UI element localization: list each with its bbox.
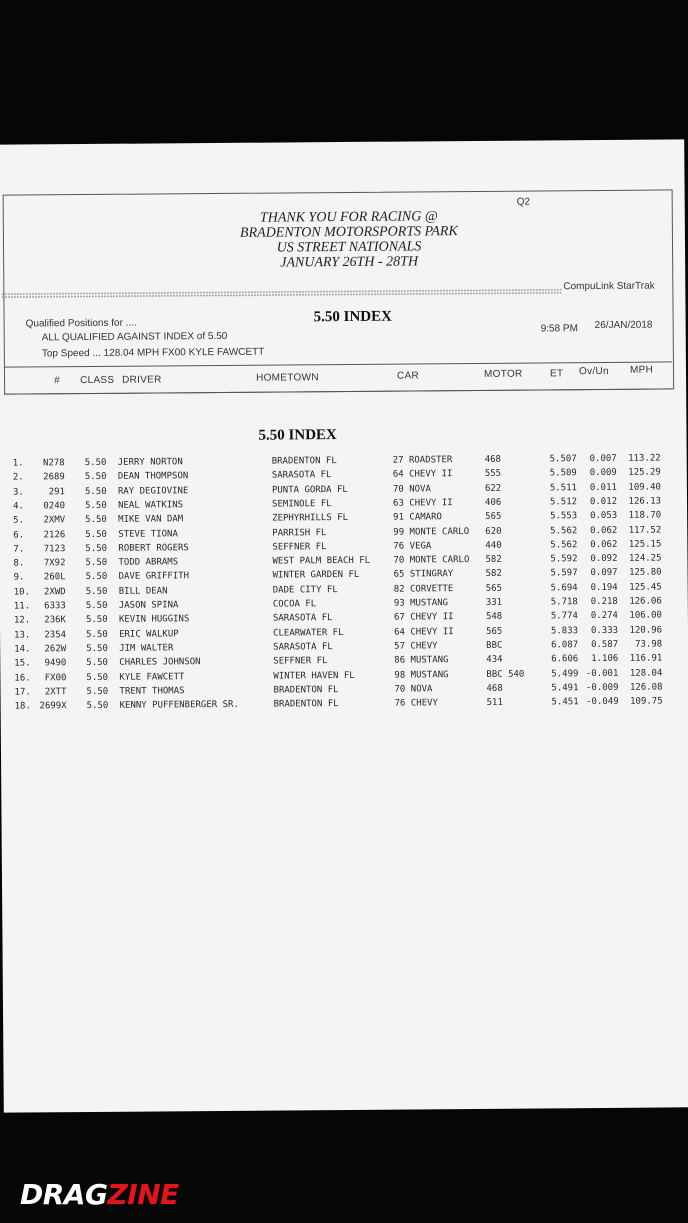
dragzine-logo	[20, 1178, 179, 1211]
position-cell: 16.	[14, 672, 31, 684]
hometown-cell: SEMINOLE FL	[272, 498, 332, 510]
class-cell: 5.50	[85, 600, 108, 612]
et-cell: 5.597	[550, 568, 578, 579]
ov-un-cell: 0.587	[591, 639, 619, 650]
results-sheet	[0, 139, 688, 1112]
mph-cell: 116.91	[629, 653, 663, 664]
mph-cell: 126.08	[629, 682, 663, 693]
motor-cell: 511	[486, 697, 503, 708]
hometown-cell: BRADENTON FL	[273, 699, 339, 710]
car-cell: 65 STINGRAY	[393, 569, 454, 580]
ov-un-cell: 1.106	[591, 654, 619, 665]
ov-un-cell: 0.062	[590, 525, 618, 536]
car-number-cell: 7123	[43, 543, 66, 555]
position-cell: 14.	[14, 644, 31, 655]
hometown-cell: PUNTA GORDA FL	[271, 484, 348, 496]
class-title: 5.50 INDEX	[313, 308, 392, 326]
column-num: #	[54, 375, 60, 387]
class-cell: 5.50	[85, 529, 107, 540]
et-cell: 6.087	[551, 640, 579, 651]
driver-cell: KEVIN HUGGINS	[118, 614, 190, 626]
et-cell: 6.606	[551, 654, 579, 665]
section-title: 5.50 INDEX	[258, 427, 337, 444]
car-number-cell: N278	[42, 458, 65, 469]
ov-un-cell: -0.001	[585, 668, 619, 679]
heading-line: US STREET NATIONALS	[276, 239, 422, 256]
logo-part-zine: ZINE	[107, 1178, 179, 1211]
motor-cell: 468	[484, 454, 502, 465]
hometown-cell: WINTER HAVEN FL	[273, 670, 355, 682]
position-cell: 18.	[14, 701, 31, 712]
driver-cell: ERIC WALKUP	[119, 628, 179, 640]
position-cell: 7.	[13, 544, 25, 555]
class-cell: 5.50	[85, 572, 108, 583]
class-cell: 5.50	[85, 586, 108, 597]
column-header-bar	[4, 361, 672, 394]
logo-part-drag: DRAG	[20, 1178, 108, 1211]
print-date: 26/JAN/2018	[594, 319, 653, 332]
index-line: ALL QUALIFIED AGAINST INDEX of 5.50	[41, 330, 228, 344]
qualified-for-label: Qualified Positions for ....	[25, 317, 137, 330]
ov-un-cell: -0.009	[585, 682, 619, 693]
class-cell: 5.50	[84, 457, 107, 469]
motor-cell: 468	[486, 683, 503, 694]
class-cell: 5.50	[86, 629, 108, 640]
car-cell: 82 CORVETTE	[393, 583, 454, 595]
motor-cell: 622	[484, 483, 502, 494]
et-cell: 5.562	[550, 525, 578, 536]
mph-cell: 109.40	[628, 482, 661, 493]
et-cell: 5.774	[550, 611, 578, 622]
car-cell: 57 CHEVY	[394, 641, 438, 652]
car-number-cell: 6333	[44, 601, 66, 612]
car-number-cell: 2689	[43, 472, 65, 483]
position-cell: 2.	[12, 472, 24, 483]
class-cell: 5.50	[86, 643, 108, 654]
hometown-cell: DADE CITY FL	[272, 584, 338, 596]
et-cell: 5.833	[550, 625, 579, 636]
heading-line: BRADENTON MOTORSPORTS PARK	[239, 224, 458, 241]
driver-cell: CHARLES JOHNSON	[119, 657, 201, 668]
et-cell: 5.511	[549, 482, 577, 493]
motor-cell: 555	[484, 469, 502, 480]
et-cell: 5.512	[549, 497, 578, 508]
class-cell: 5.50	[86, 700, 109, 712]
mph-cell: 120.96	[629, 625, 663, 636]
heading-line: JANUARY 26TH - 28TH	[280, 254, 419, 271]
hometown-cell: ZEPHYRHILLS FL	[272, 513, 349, 524]
motor-cell: 440	[485, 540, 502, 551]
hometown-cell: SARASOTA FL	[271, 470, 332, 481]
position-cell: 11.	[13, 601, 31, 612]
driver-cell: BILL DEAN	[118, 586, 168, 597]
mph-cell: 118.70	[628, 510, 662, 521]
position-cell: 13.	[14, 630, 31, 641]
timing-system-label: CompuLink StarTrak	[563, 280, 655, 293]
column-motor: MOTOR	[483, 368, 523, 380]
motor-cell: BBC 540	[486, 669, 525, 680]
car-number-cell: 9490	[44, 658, 67, 669]
driver-cell: TODD ABRAMS	[118, 557, 179, 568]
car-number-cell: 291	[48, 486, 65, 497]
mph-cell: 128.04	[629, 668, 663, 679]
ov-un-cell: 0.007	[589, 453, 617, 465]
driver-cell: JASON SPINA	[118, 600, 179, 611]
mph-cell: 117.52	[628, 525, 662, 536]
car-number-cell: 2XWD	[43, 586, 66, 598]
car-cell: 98 MUSTANG	[394, 669, 449, 681]
driver-cell: RAY DEGIOVINE	[117, 485, 189, 497]
car-cell: 86 MUSTANG	[394, 655, 449, 666]
class-cell: 5.50	[84, 486, 107, 497]
hometown-cell: COCOA FL	[272, 599, 317, 610]
motor-cell: 620	[485, 526, 502, 537]
car-number-cell: 236K	[44, 615, 66, 626]
ov-un-cell: 0.053	[590, 511, 618, 522]
hometown-cell: SEFFNER FL	[272, 541, 327, 553]
ov-un-cell: -0.049	[586, 696, 619, 708]
mph-cell: 109.75	[630, 696, 663, 707]
driver-cell: DEAN THOMPSON	[117, 471, 189, 483]
position-cell: 3.	[12, 487, 24, 498]
motor-cell: 582	[485, 554, 502, 565]
ov-un-cell: 0.333	[590, 625, 619, 636]
car-cell: 91 CAMARO	[393, 512, 442, 523]
car-number-cell: 2126	[43, 529, 66, 540]
et-cell: 5.509	[549, 468, 577, 479]
column-driver: DRIVER	[122, 374, 162, 386]
hometown-cell: WINTER GARDEN FL	[272, 570, 360, 581]
motor-cell: 565	[486, 626, 503, 637]
ov-un-cell: 0.012	[589, 496, 618, 507]
car-cell: 76 CHEVY	[394, 698, 439, 709]
ov-un-cell: 0.062	[590, 539, 618, 550]
mph-cell: 124.25	[628, 553, 662, 564]
results-table	[0, 453, 687, 712]
position-cell: 9.	[13, 572, 25, 583]
et-cell: 5.507	[549, 454, 577, 465]
hometown-cell: WEST PALM BEACH FL	[272, 555, 371, 567]
mph-cell: 125.29	[628, 467, 661, 479]
car-number-cell: 262W	[44, 644, 67, 655]
ov-un-cell: 0.009	[589, 468, 617, 479]
hometown-cell: SARASOTA FL	[273, 641, 333, 653]
mph-cell: 126.13	[628, 496, 662, 507]
mph-cell: 125.80	[629, 567, 662, 579]
class-cell: 5.50	[85, 543, 108, 554]
motor-cell: 548	[485, 612, 503, 623]
et-cell: 5.694	[550, 582, 578, 594]
car-cell: 64 CHEVY II	[392, 469, 453, 480]
hometown-cell: BRADENTON FL	[273, 684, 339, 696]
motor-cell: BBC	[486, 640, 503, 651]
car-number-cell: 2XTT	[44, 686, 67, 698]
motor-cell: 582	[485, 569, 502, 580]
driver-cell: KENNY PUFFENBERGER SR.	[119, 699, 239, 711]
hometown-cell: BRADENTON FL	[271, 456, 337, 467]
ov-un-cell: 0.194	[590, 582, 618, 593]
class-cell: 5.50	[85, 557, 108, 569]
ov-un-cell: 0.092	[590, 553, 618, 565]
car-cell: 70 MONTE CARLO	[393, 555, 470, 566]
position-cell: 10.	[13, 587, 31, 598]
car-cell: 63 CHEVY II	[393, 498, 453, 509]
class-cell: 5.50	[85, 615, 108, 626]
column-class: CLASS	[80, 374, 115, 387]
motor-cell: 565	[485, 583, 503, 594]
car-cell: 70 NOVA	[394, 684, 433, 695]
ov-un-cell: 0.218	[590, 596, 618, 608]
motor-cell: 565	[485, 511, 502, 523]
car-number-cell: 260L	[43, 572, 66, 583]
driver-cell: TRENT THOMAS	[119, 686, 185, 697]
car-cell: 27 ROADSTER	[392, 455, 453, 466]
mph-cell: 106.00	[629, 610, 662, 622]
position-cell: 5.	[13, 515, 25, 526]
hometown-cell: CLEARWATER FL	[273, 627, 344, 639]
column-mph: MPH	[629, 364, 654, 376]
motor-cell: 331	[485, 597, 503, 608]
et-cell: 5.553	[550, 511, 578, 522]
car-number-cell: 7X92	[43, 558, 66, 569]
car-cell: 99 MONTE CARLO	[393, 526, 470, 538]
class-cell: 5.50	[86, 686, 109, 697]
column-car: CAR	[396, 370, 420, 382]
et-cell: 5.499	[551, 668, 579, 679]
driver-cell: ROBERT ROGERS	[118, 543, 189, 554]
mph-cell: 125.45	[629, 582, 662, 593]
driver-cell: DAVE GRIFFITH	[118, 571, 190, 583]
car-number-cell: 2XMV	[43, 515, 66, 526]
mph-cell: 73.98	[635, 639, 663, 650]
motor-cell: 406	[484, 497, 502, 508]
car-number-cell: 2354	[44, 629, 67, 640]
car-number-cell: 0240	[43, 501, 66, 512]
print-time: 9:58 PM	[540, 323, 578, 335]
column-hometown: HOMETOWN	[256, 372, 319, 384]
mph-cell: 113.22	[628, 453, 661, 464]
top-speed-line: Top Speed ... 128.04 MPH FX00 KYLE FAWCETT	[41, 346, 265, 360]
column-ovun: Ov/Un	[578, 365, 609, 378]
position-cell: 1.	[12, 458, 24, 469]
class-cell: 5.50	[86, 672, 109, 683]
driver-cell: NEAL WATKINS	[118, 500, 184, 511]
car-cell: 93 MUSTANG	[393, 598, 449, 609]
car-cell: 67 CHEVY II	[393, 612, 454, 623]
driver-cell: JIM WALTER	[119, 643, 174, 654]
motor-cell: 434	[486, 654, 503, 666]
driver-cell: MIKE VAN DAM	[118, 514, 184, 525]
ov-un-cell: 0.097	[590, 568, 618, 579]
car-cell: 70 NOVA	[392, 483, 431, 495]
et-cell: 5.592	[550, 554, 578, 565]
car-cell: 76 VEGA	[393, 541, 432, 552]
ov-un-cell: 0.011	[589, 482, 617, 493]
heading-line: THANK YOU FOR RACING @	[259, 209, 438, 226]
class-cell: 5.50	[84, 472, 107, 483]
mph-cell: 126.06	[629, 596, 662, 607]
car-cell: 64 CHEVY II	[394, 626, 454, 638]
round-label: Q2	[516, 196, 531, 208]
position-cell: 17.	[14, 687, 31, 698]
et-cell: 5.451	[551, 697, 579, 708]
position-cell: 6.	[13, 530, 25, 541]
class-cell: 5.50	[85, 515, 107, 526]
mph-cell: 125.15	[628, 539, 662, 550]
driver-cell: JERRY NORTON	[117, 457, 183, 468]
class-cell: 5.50	[86, 658, 109, 669]
hometown-cell: SARASOTA FL	[272, 613, 333, 624]
class-cell: 5.50	[85, 500, 107, 511]
position-cell: 12.	[13, 615, 31, 626]
hometown-cell: SEFFNER FL	[273, 656, 328, 667]
driver-cell: KYLE FAWCETT	[119, 671, 185, 683]
column-et: ET	[549, 368, 564, 380]
et-cell: 5.491	[551, 682, 579, 694]
event-heading	[0, 207, 688, 273]
car-number-cell: 2699X	[39, 701, 67, 712]
ov-un-cell: 0.274	[590, 611, 618, 622]
hometown-cell: PARRISH FL	[272, 527, 327, 539]
car-number-cell: FX00	[44, 672, 67, 683]
position-cell: 8.	[13, 558, 25, 569]
driver-cell: STEVE TIONA	[118, 528, 178, 540]
position-cell: 4.	[13, 501, 24, 512]
et-cell: 5.562	[550, 539, 578, 551]
position-cell: 15.	[14, 658, 31, 669]
et-cell: 5.718	[550, 597, 578, 608]
